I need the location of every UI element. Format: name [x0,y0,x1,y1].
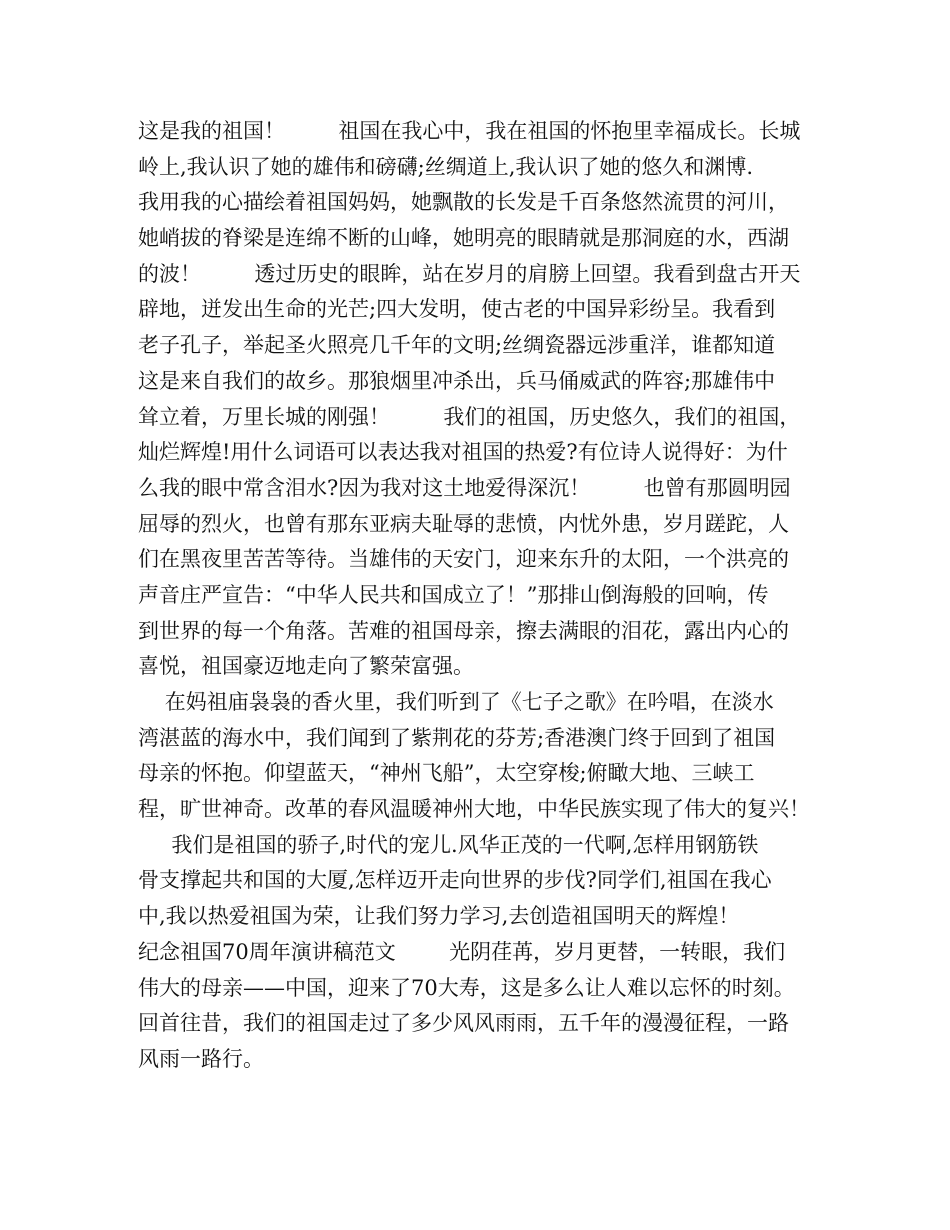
text-line: 耸立着，万里长城的刚强！ 我们的祖国，历史悠久，我们的祖国， [138,404,801,429]
text-line: 么我的眼中常含泪水?因为我对这土地爱得深沉！ 也曾有那圆明园 [138,475,791,500]
text-line: 的波！ 透过历史的眼眸，站在岁月的肩膀上回望。我看到盘古开天 [138,261,801,286]
text-line: 在妈祖庙袅袅的香火里，我们听到了《七子之歌》在吟唱，在淡水 [138,690,774,714]
text-line: 屈辱的烈火，也曾有那东亚病夫耻辱的悲愤，内忧外患，岁月蹉跎，人 [138,511,789,536]
text-line: 骨支撑起共和国的大厦,怎样迈开走向世界的步伐?同学们,祖国在我心 [138,868,772,893]
text-line: 辟地，迸发出生命的光芒;四大发明，使古老的中国异彩纷呈。我看到 [138,297,776,322]
text-line: 岭上,我认识了她的雄伟和磅礴;丝绸道上,我认识了她的悠久和渊博. [138,154,754,179]
text-line: 声音庄严宣告：“中华人民共和国成立了！”那排山倒海般的回响，传 [138,582,769,607]
text-line: 到世界的每一个角落。苦难的祖国母亲，擦去满眼的泪花，露出内心的 [138,618,789,643]
text-line: 老子孔子，举起圣火照亮几千年的文明;丝绸瓷器远涉重洋，谁都知道 [138,333,776,358]
text-line: 这是来自我们的故乡。那狼烟里冲杀出，兵马俑威武的阵容;那雄伟中 [138,368,776,393]
text-line: 风雨一路行。 [138,1046,264,1071]
text-line: 我们是祖国的骄子,时代的宠儿.风华正茂的一代啊,怎样用钢筋铁 [138,832,759,857]
text-line: 她峭拔的脊梁是连绵不断的山峰，她明亮的眼睛就是那洞庭的水，西湖 [138,226,789,251]
text-line: 湾湛蓝的海水中，我们闻到了紫荆花的芬芳;香港澳门终于回到了祖国 [138,725,776,750]
text-line: 母亲的怀抱。仰望蓝天，“神州飞船”，太空穿梭;俯瞰大地、三峡工 [138,761,755,786]
text-line: 们在黑夜里苦苦等待。当雄伟的天安门，迎来东升的太阳，一个洪亮的 [138,547,789,572]
text-line: 我用我的心描绘着祖国妈妈，她飘散的长发是千百条悠然流贯的河川， [138,190,789,215]
text-line: 纪念祖国70周年演讲稿范文 光阴荏苒，岁月更替，一转眼，我们 [138,939,786,964]
text-line: 这是我的祖国！ 祖国在我心中，我在祖国的怀抱里幸福成长。长城 [138,119,801,143]
text-line: 伟大的母亲——中国，迎来了70大寿，这是多么让人难以忘怀的时刻。 [138,975,795,1000]
text-line: 回首往昔，我们的祖国走过了多少风风雨雨，五千年的漫漫征程，一路 [138,1011,789,1036]
text-line: 灿烂辉煌!用什么词语可以表达我对祖国的热爱?有位诗人说得好：为什 [138,440,788,465]
text-line: 中,我以热爱祖国为荣，让我们努力学习,去创造祖国明天的辉煌！ [138,904,740,929]
document-body [138,114,828,1078]
text-line: 程，旷世神奇。改革的春风温暖神州大地，中华民族实现了伟大的复兴！ [138,797,810,822]
text-line: 喜悦，祖国豪迈地走向了繁荣富强。 [138,654,474,679]
